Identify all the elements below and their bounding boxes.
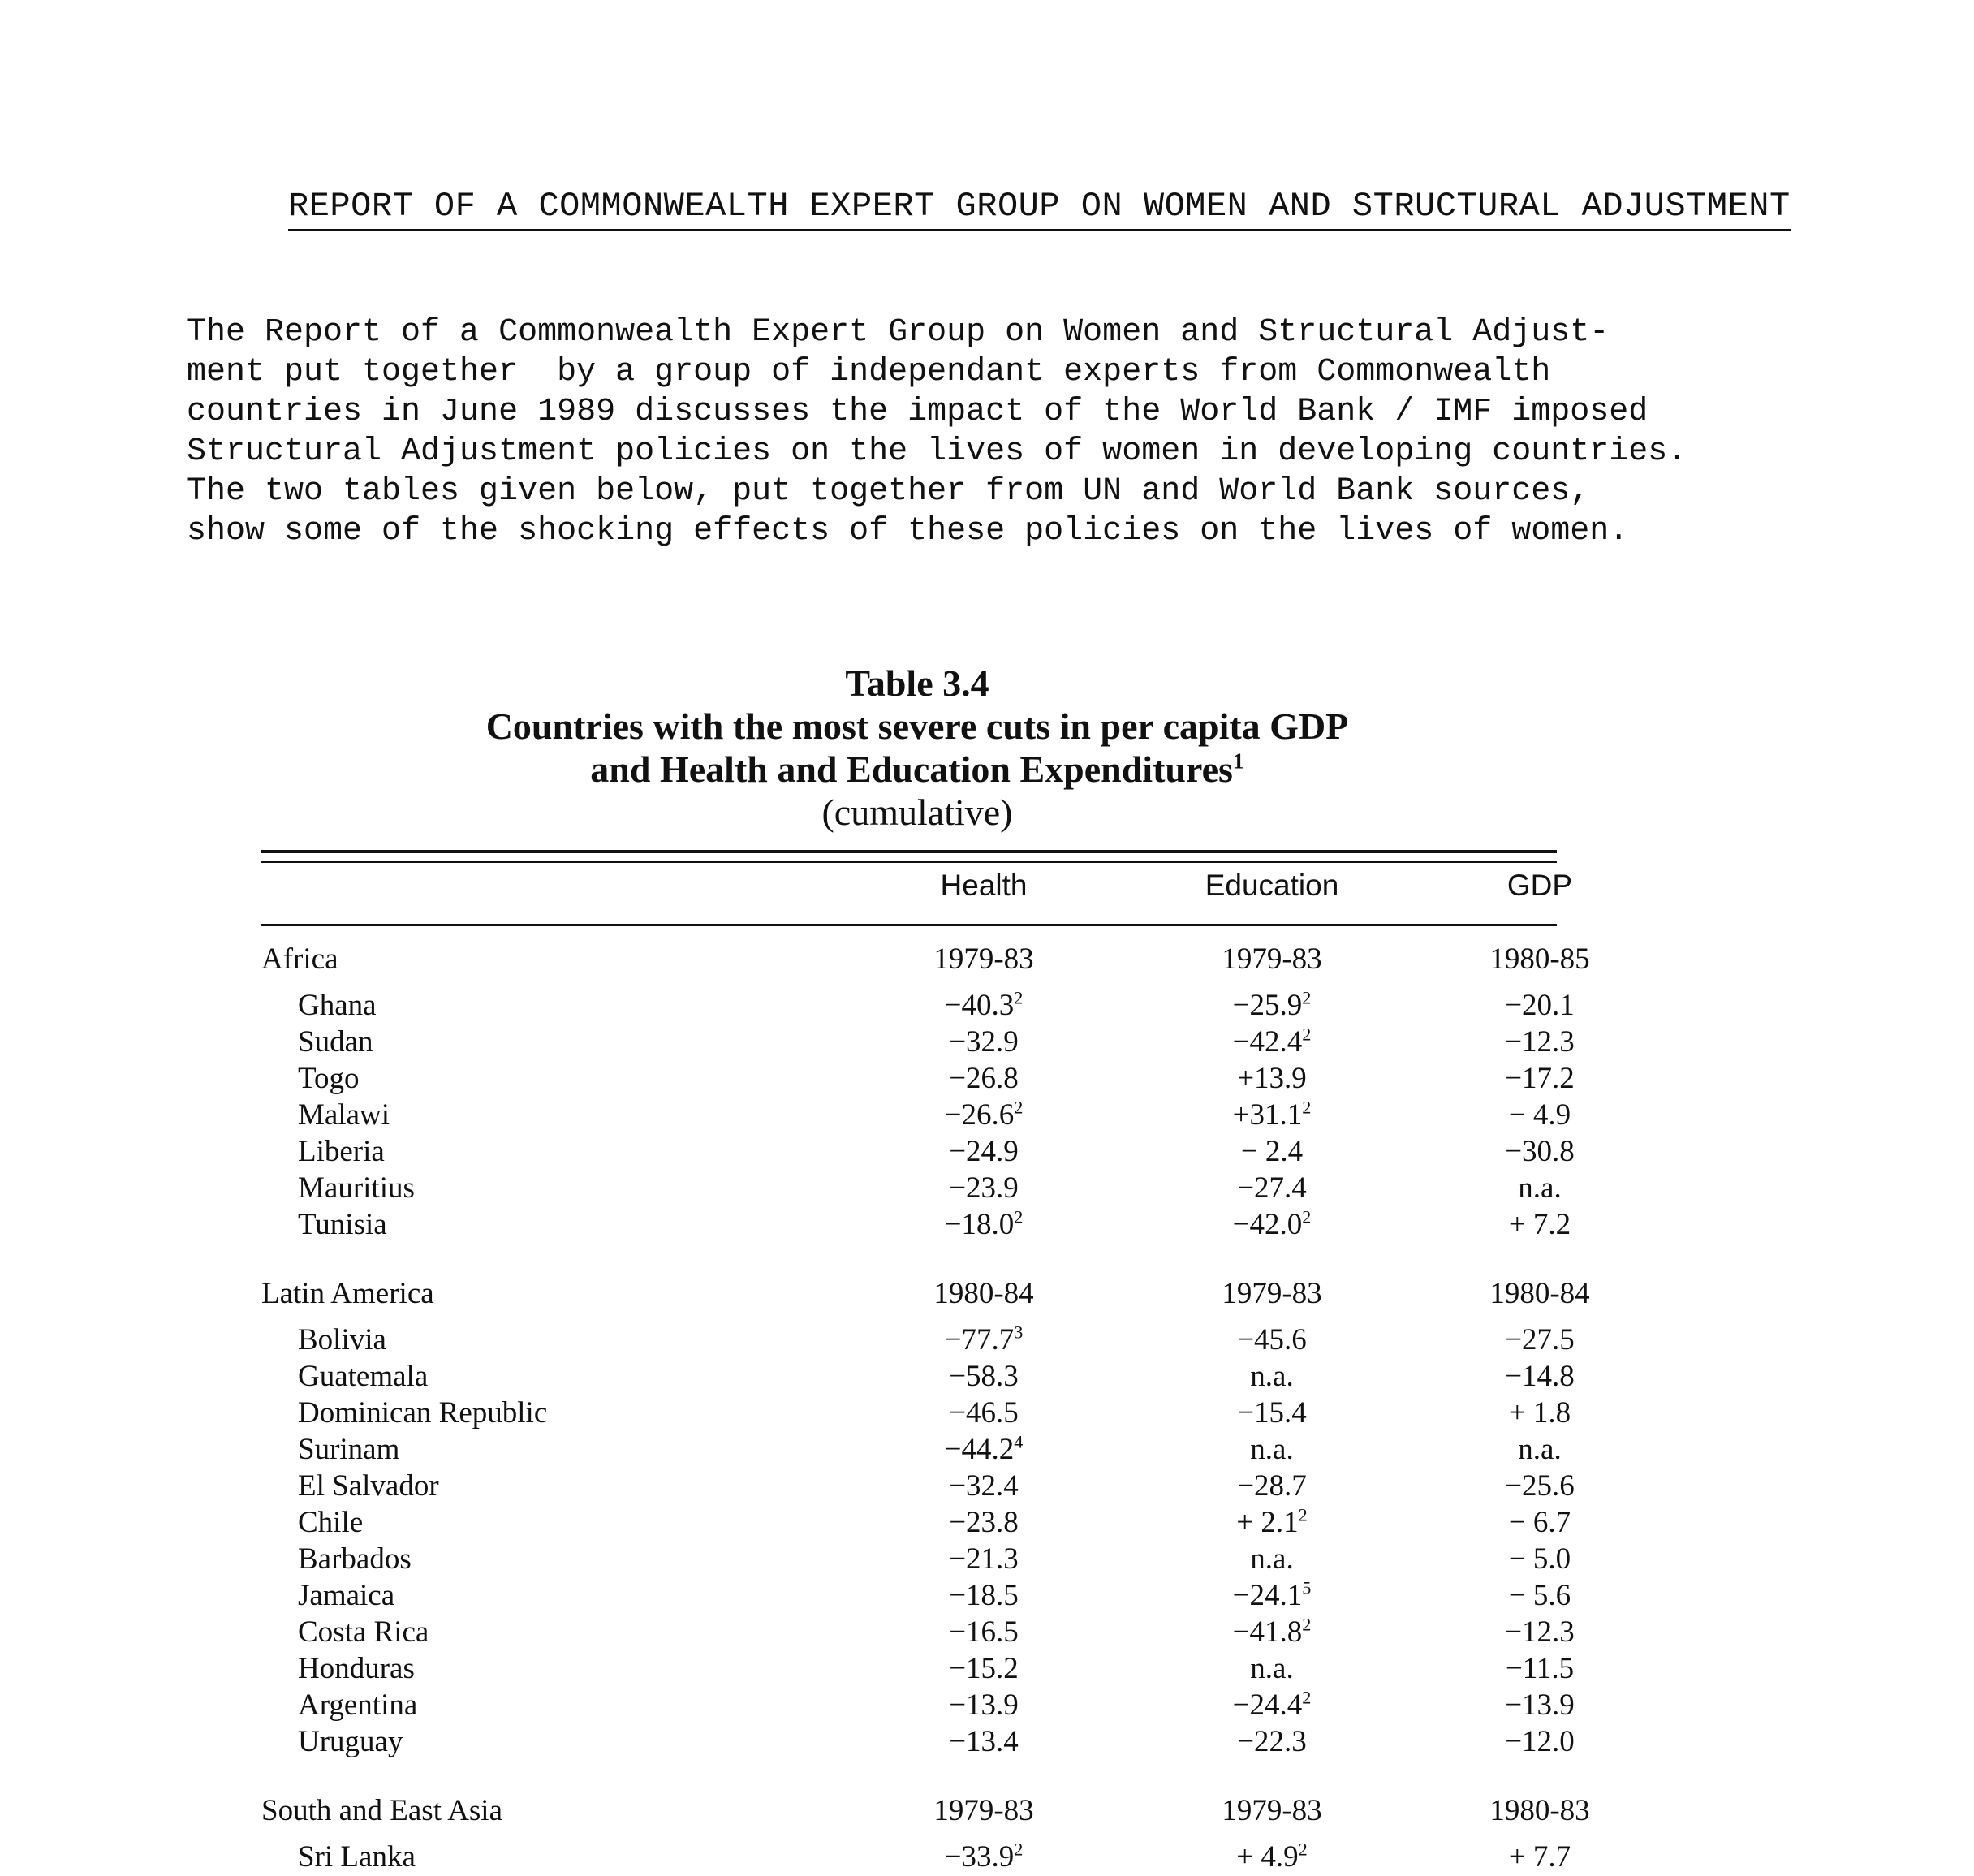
education-cell: [1150, 1839, 1394, 1874]
table-row: [261, 1097, 1571, 1134]
education-cell-value: − 2.4: [1240, 1135, 1304, 1168]
country-name: Liberia: [298, 1135, 385, 1168]
table-title-line-1: Countries with the most severe cuts in per capita GDP: [485, 705, 1349, 747]
gdp-cell-value: − 6.7: [1508, 1506, 1571, 1539]
gdp-cell: [1418, 1024, 1662, 1059]
table-row: [261, 1687, 1575, 1724]
gdp-cell: [1418, 1651, 1662, 1686]
country-name: Bolivia: [298, 1323, 386, 1356]
gdp-cell: [1418, 1322, 1662, 1357]
education-cell: [1150, 1505, 1394, 1540]
gdp-period: 1980-85: [1489, 942, 1590, 976]
gdp-cell-value: −11.5: [1505, 1652, 1575, 1685]
region-name: Latin America: [261, 1277, 434, 1310]
region-name: South and East Asia: [261, 1794, 503, 1827]
footnote-marker: 2: [1298, 1504, 1308, 1525]
health-cell-value: −33.9: [944, 1840, 1015, 1874]
table-row: [261, 1061, 1575, 1098]
country-name: Honduras: [298, 1652, 415, 1685]
health-cell-value: −58.3: [949, 1360, 1019, 1393]
gdp-cell: [1418, 1724, 1662, 1759]
education-cell-value: +13.9: [1237, 1062, 1307, 1095]
gdp-cell-value: + 7.7: [1508, 1840, 1571, 1874]
education-cell: [1150, 1359, 1394, 1394]
table-row: [261, 1171, 1562, 1207]
intro-paragraph: [187, 313, 1810, 551]
gdp-cell-value: −27.5: [1505, 1323, 1575, 1356]
health-cell: [862, 1061, 1106, 1096]
gdp-cell: [1418, 1432, 1662, 1467]
gdp-cell-value: n.a.: [1518, 1433, 1562, 1466]
country-name: Barbados: [298, 1542, 412, 1576]
table-row: [261, 1468, 1575, 1505]
table-top-rule-thin: [261, 861, 1557, 863]
health-cell: [862, 1688, 1106, 1723]
gdp-cell-value: −12.3: [1505, 1615, 1575, 1649]
footnote-marker: 2: [1302, 1206, 1312, 1227]
health-cell-value: −26.6: [944, 1098, 1015, 1132]
health-cell: [862, 1024, 1106, 1059]
table-top-rule: [261, 850, 1557, 853]
footnote-marker: 3: [1014, 1322, 1024, 1343]
gdp-cell-value: n.a.: [1518, 1171, 1562, 1205]
gdp-cell: [1418, 1505, 1662, 1540]
education-cell: [1150, 1171, 1394, 1205]
table-header-rule: [261, 924, 1557, 926]
gdp-cell-value: − 5.0: [1508, 1542, 1571, 1576]
health-cell: [862, 1839, 1106, 1874]
country-name: Malawi: [298, 1098, 390, 1132]
education-cell: [1150, 1724, 1394, 1759]
education-cell-value: n.a.: [1250, 1652, 1294, 1685]
footnote-marker: 2: [1014, 1097, 1024, 1118]
table-row: [261, 1395, 1571, 1432]
footnote-marker: 1: [1232, 748, 1244, 774]
education-cell-value: n.a.: [1250, 1433, 1294, 1466]
health-period: 1979-83: [933, 942, 1034, 976]
education-cell: [1150, 988, 1394, 1023]
gdp-cell-value: −13.9: [1505, 1688, 1575, 1722]
health-cell: [862, 1505, 1106, 1540]
country-name: Jamaica: [298, 1579, 395, 1612]
education-cell: [1150, 1615, 1394, 1650]
health-cell-value: −18.0: [944, 1208, 1015, 1241]
health-cell-value: −15.2: [949, 1652, 1019, 1685]
health-cell-value: −77.7: [944, 1323, 1015, 1356]
education-cell-value: −27.4: [1237, 1171, 1307, 1205]
health-cell-value: −23.9: [949, 1171, 1019, 1205]
health-cell: [862, 1432, 1106, 1467]
health-cell: [862, 1724, 1106, 1759]
gdp-cell-value: −30.8: [1505, 1135, 1575, 1168]
education-cell-value: −25.9: [1232, 989, 1303, 1022]
section-spacer: [261, 1761, 1557, 1793]
gdp-cell: [1418, 1688, 1662, 1723]
health-cell-value: −40.3: [944, 989, 1015, 1022]
footnote-marker: 2: [1302, 1687, 1312, 1708]
footnote-marker: 2: [1014, 987, 1024, 1008]
gdp-cell: [1418, 1098, 1662, 1132]
table-row: [261, 1359, 1575, 1395]
education-period: 1979-83: [1222, 1794, 1322, 1827]
country-name: El Salvador: [298, 1469, 439, 1503]
gdp-period: 1980-83: [1489, 1794, 1590, 1827]
health-cell: [862, 1578, 1106, 1613]
intro-line: ment put together by a group of independant experts from Commonwealth: [187, 354, 1551, 390]
country-name: Chile: [298, 1506, 364, 1539]
health-cell-value: −13.4: [949, 1725, 1019, 1758]
table-title-text: and Health and Education Expenditures: [590, 748, 1233, 790]
table-row: [261, 1504, 1571, 1542]
education-cell-value: −42.0: [1232, 1208, 1303, 1241]
education-cell-value: −24.1: [1232, 1579, 1303, 1612]
table-row: [261, 1724, 1575, 1761]
health-cell-value: −32.4: [949, 1469, 1019, 1503]
gdp-cell: [1418, 1359, 1662, 1394]
health-cell-value: −23.8: [949, 1506, 1019, 1539]
gdp-cell-value: −17.2: [1505, 1062, 1575, 1095]
table-row: [261, 987, 1575, 1024]
health-cell: [862, 1395, 1106, 1430]
footnote-marker: 2: [1302, 987, 1312, 1008]
column-header-gdp: GDP: [1506, 869, 1573, 902]
gdp-cell-value: −14.8: [1505, 1360, 1575, 1393]
health-cell: [862, 1651, 1106, 1686]
education-cell: [1150, 1651, 1394, 1686]
health-period: 1980-84: [933, 1277, 1034, 1310]
table-row: [261, 1839, 1571, 1876]
health-cell: [862, 1542, 1106, 1576]
region-row: [261, 942, 1590, 988]
gdp-cell: [1418, 1615, 1662, 1650]
health-cell: [862, 1098, 1106, 1132]
country-name: Surinam: [298, 1433, 400, 1466]
education-cell-value: +31.1: [1232, 1098, 1303, 1132]
gdp-cell: [1418, 1134, 1662, 1169]
table-row: [261, 1024, 1575, 1061]
education-cell: [1150, 1468, 1394, 1503]
education-cell: [1150, 1207, 1394, 1242]
footnote-marker: 4: [1014, 1431, 1024, 1452]
education-cell-value: −41.8: [1232, 1615, 1303, 1649]
footnote-marker: 2: [1302, 1024, 1312, 1045]
gdp-cell: [1418, 1542, 1662, 1576]
gdp-cell-value: −12.0: [1505, 1725, 1575, 1758]
table-subtitle: (cumulative): [821, 791, 1013, 833]
health-cell: [862, 1322, 1106, 1357]
education-cell-value: −45.6: [1237, 1323, 1307, 1356]
gdp-cell: [1418, 988, 1662, 1023]
health-period: 1979-83: [933, 1794, 1034, 1827]
intro-line: The two tables given below, put together from UN and World Bank sources,: [187, 473, 1590, 510]
education-cell-value: −15.4: [1237, 1396, 1307, 1430]
country-name: Guatemala: [298, 1360, 429, 1393]
education-cell: [1150, 1098, 1394, 1132]
health-cell-value: −32.9: [949, 1025, 1019, 1059]
country-name: Sri Lanka: [298, 1840, 416, 1874]
country-name: Mauritius: [298, 1171, 415, 1205]
gdp-cell-value: −25.6: [1505, 1469, 1575, 1503]
health-cell-value: −13.9: [949, 1688, 1019, 1722]
education-cell: [1150, 1432, 1394, 1467]
data-table: [261, 942, 1590, 1876]
table-row: [261, 1206, 1571, 1244]
gdp-cell-value: −20.1: [1505, 989, 1575, 1022]
education-cell: [1150, 1578, 1394, 1613]
health-cell: [862, 988, 1106, 1023]
column-header-education: Education: [1205, 869, 1339, 902]
education-cell: [1150, 1322, 1394, 1357]
gdp-cell: [1418, 1578, 1662, 1613]
footnote-marker: 5: [1302, 1577, 1312, 1598]
table-row: [261, 1134, 1575, 1171]
education-period: 1979-83: [1222, 942, 1322, 976]
country-name: Togo: [298, 1062, 360, 1095]
education-period: 1979-83: [1222, 1277, 1322, 1310]
footnote-marker: 2: [1302, 1614, 1312, 1635]
gdp-cell: [1418, 1468, 1662, 1503]
education-cell-value: + 4.9: [1236, 1840, 1299, 1874]
health-cell-value: −26.8: [949, 1062, 1019, 1095]
table-title-line-2: [268, 748, 1567, 791]
health-cell-value: −21.3: [949, 1542, 1019, 1576]
section-spacer: [261, 1244, 1557, 1276]
gdp-cell-value: − 4.9: [1508, 1098, 1571, 1132]
gdp-cell-value: −12.3: [1505, 1025, 1575, 1059]
health-cell-value: −44.2: [944, 1433, 1015, 1466]
footnote-marker: 2: [1014, 1206, 1024, 1227]
region-name: Africa: [261, 942, 338, 976]
gdp-cell-value: + 1.8: [1508, 1396, 1571, 1430]
intro-line: Structural Adjustment policies on the lives of women in developing countries.: [187, 433, 1687, 470]
table-row: [261, 1577, 1571, 1615]
health-cell-value: −24.9: [949, 1135, 1019, 1168]
health-cell: [862, 1207, 1106, 1242]
gdp-period: 1980-84: [1489, 1277, 1590, 1310]
table-row: [261, 1431, 1562, 1468]
gdp-cell: [1418, 1839, 1662, 1874]
region-row: [261, 1276, 1590, 1322]
gdp-cell: [1418, 1171, 1662, 1205]
education-cell: [1150, 1542, 1394, 1576]
table-row: [261, 1542, 1571, 1578]
table-titles: [268, 662, 1567, 834]
footnote-marker: 2: [1014, 1839, 1024, 1860]
education-cell-value: −42.4: [1232, 1025, 1303, 1059]
health-cell-value: −46.5: [949, 1396, 1019, 1430]
education-cell-value: + 2.1: [1236, 1506, 1299, 1539]
gdp-cell-value: − 5.6: [1508, 1579, 1571, 1612]
education-cell-value: −22.3: [1237, 1725, 1307, 1758]
country-name: Dominican Republic: [298, 1396, 548, 1430]
footnote-marker: 2: [1298, 1839, 1308, 1860]
intro-line: show some of the shocking effects of these policies on the lives of women.: [187, 513, 1629, 550]
health-cell-value: −18.5: [949, 1579, 1019, 1612]
intro-line: countries in June 1989 discusses the impact of the World Bank / IMF imposed: [187, 394, 1649, 430]
education-cell-value: −28.7: [1237, 1469, 1307, 1503]
education-cell: [1150, 1688, 1394, 1723]
table-row: [261, 1614, 1575, 1651]
gdp-cell: [1418, 1207, 1662, 1242]
education-cell-value: n.a.: [1250, 1360, 1294, 1393]
education-cell-value: −24.4: [1232, 1688, 1303, 1722]
table-row: [261, 1651, 1575, 1688]
country-name: Argentina: [298, 1688, 418, 1722]
table-row: [261, 1322, 1575, 1359]
health-cell: [862, 1615, 1106, 1650]
health-cell: [862, 1171, 1106, 1205]
gdp-cell-value: + 7.2: [1508, 1208, 1571, 1241]
intro-line: The Report of a Commonwealth Expert Group on Women and Structural Adjust-: [187, 314, 1610, 351]
country-name: Tunisia: [298, 1208, 387, 1241]
health-cell: [862, 1359, 1106, 1394]
footnote-marker: 2: [1302, 1097, 1312, 1118]
health-cell-value: −16.5: [949, 1615, 1019, 1649]
health-cell: [862, 1134, 1106, 1169]
health-cell: [862, 1468, 1106, 1503]
education-cell: [1150, 1134, 1394, 1169]
education-cell: [1150, 1395, 1394, 1430]
education-cell: [1150, 1061, 1394, 1096]
education-cell-value: n.a.: [1250, 1542, 1294, 1576]
country-name: Uruguay: [298, 1725, 403, 1758]
gdp-cell: [1418, 1395, 1662, 1430]
gdp-cell: [1418, 1061, 1662, 1096]
table-number: Table 3.4: [845, 662, 989, 704]
country-name: Sudan: [298, 1025, 373, 1059]
column-header-health: Health: [940, 869, 1028, 902]
country-name: Ghana: [298, 989, 377, 1022]
country-name: Costa Rica: [298, 1615, 429, 1649]
education-cell: [1150, 1024, 1394, 1059]
region-row: [261, 1793, 1590, 1839]
report-heading: REPORT OF A COMMONWEALTH EXPERT GROUP ON WOMEN AND STRUCTURAL ADJUSTMENT: [288, 187, 1791, 231]
